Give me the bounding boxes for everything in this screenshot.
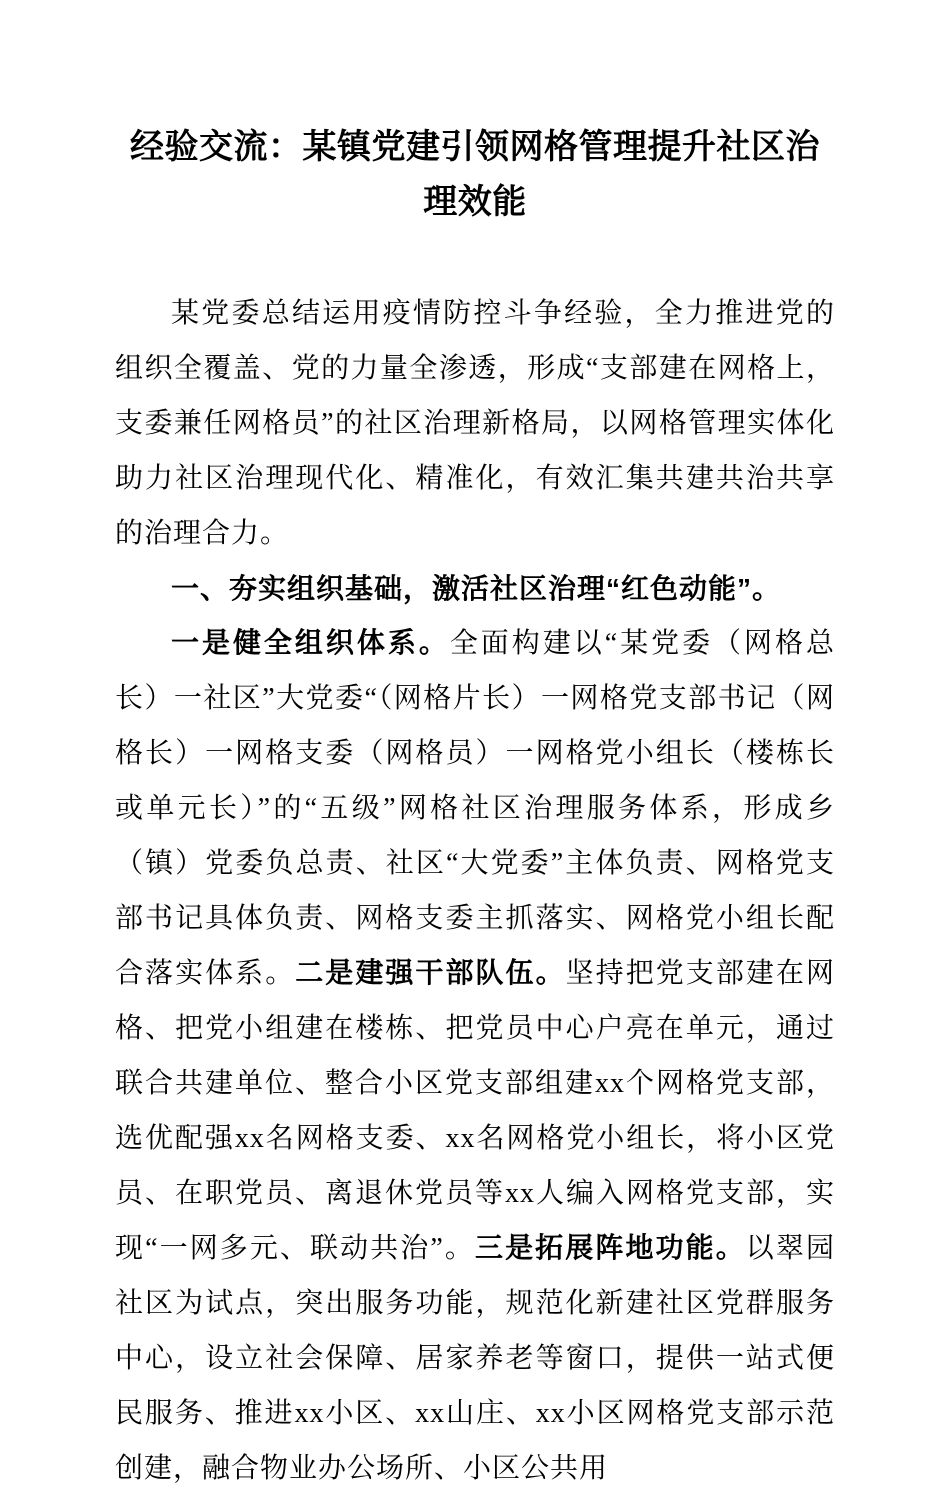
section-1-paragraph <box>115 616 835 1496</box>
lead-phrase-3: 三是拓展阵地功能。 <box>475 1233 746 1264</box>
intro-paragraph: 某党委总结运用疫情防控斗争经验，全力推进党的组织全覆盖、党的力量全渗透，形成“支部建在网格上，支委兼任网格员”的社区治理新格局，以网格管理实体化助力社区治理现代化、精准化，有效汇集共建共治共享的治理合力。 <box>115 298 835 549</box>
document-title: 经验交流：某镇党建引领网格管理提升社区治理效能 <box>130 129 820 221</box>
text-run-2: 坚持把党支部建在网格、把党小组建在楼栋、把党员中心户亮在单元，通过联合共建单位、整合小区党支部组建xx个网格党支部，选优配强xx名网格支委、xx名网格党小组长，将小区党员、在职党员、离退休党员等xx人编入网格党支部，实现“一网多元、联动共治”。 <box>115 958 835 1264</box>
text-run-3: 以翠园社区为试点，突出服务功能，规范化新建社区党群服务中心，设立社会保障、居家养老等窗口，提供一站式便民服务、推进xx小区、xx山庄、xx小区网格党支部示范创建，融合物业办公场所、小区公共用 <box>115 1233 835 1484</box>
lead-phrase-1: 一是健全组织体系。 <box>171 628 450 659</box>
text-run-1: 全面构建以“某党委（网格总长）一社区”大党委“（网格片长）一网格党支部书记（网格长）一网格支委（网格员）一网格党小组长（楼栋长或单元长）”的“五级”网格社区治理服务体系，形成乡（镇）党委负总责、社区“大党委”主体负责、网格党支部书记具体负责、网格支委主抓落实、网格党小组长配合落实体系。 <box>115 628 835 989</box>
section-1-heading: 一、夯实组织基础，激活社区治理“红色动能”。 <box>171 573 782 604</box>
lead-phrase-2: 二是建强干部队伍。 <box>295 958 566 989</box>
